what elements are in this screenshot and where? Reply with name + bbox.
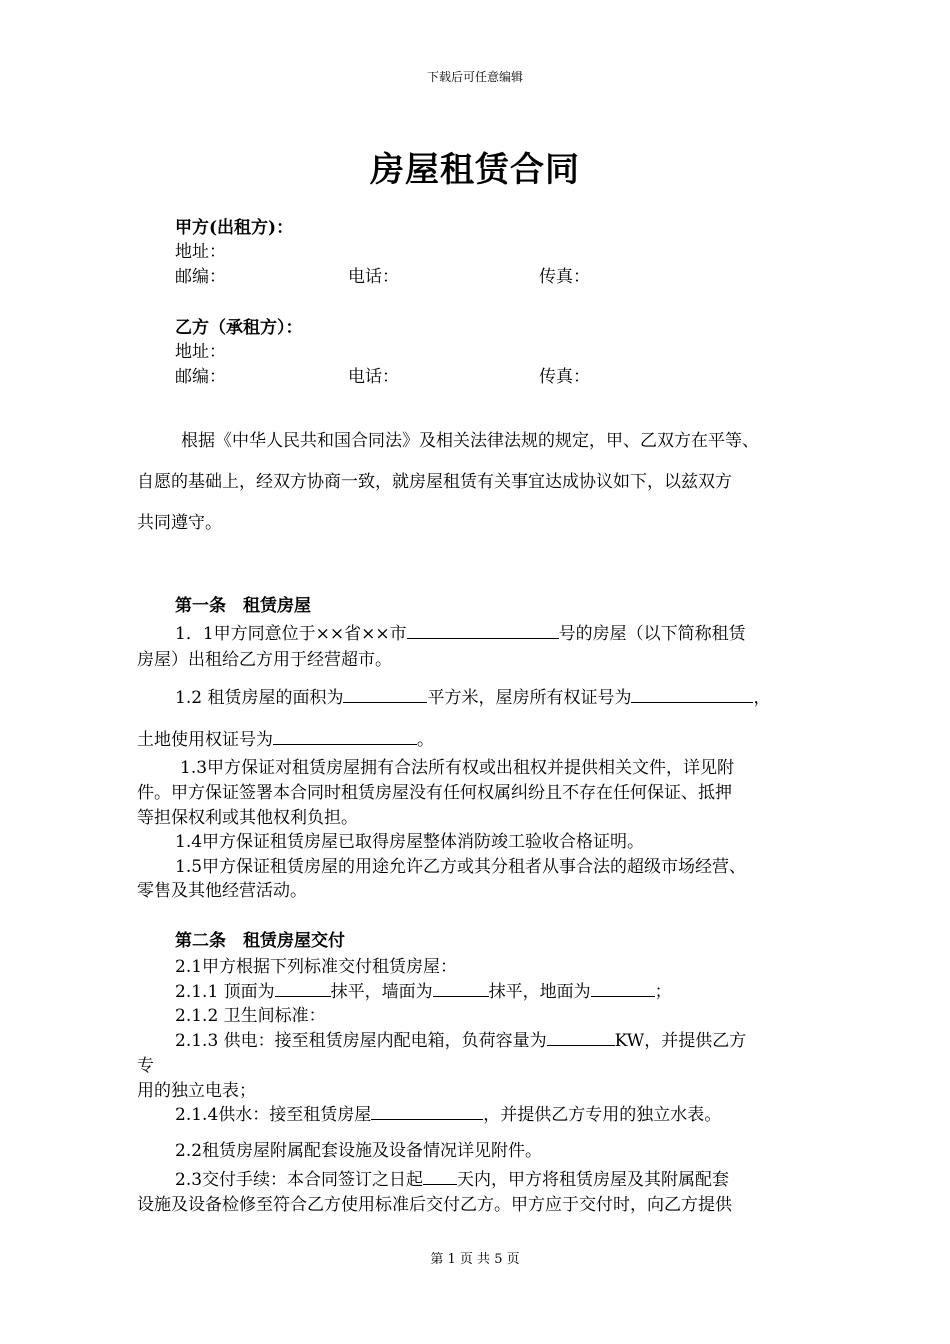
clause-2-3-line-1 [175, 1168, 729, 1192]
party-b-heading: 乙方（承租方）： [175, 318, 303, 338]
party-a-address: 地址： [175, 242, 226, 262]
party-a-postcode: 邮编： [175, 267, 226, 287]
blank-floor [591, 980, 655, 997]
clause-2-1-4-text-b: ，并提供乙方专用的独立水表。 [483, 1105, 722, 1125]
clause-2-3-line-2: 设施及设备检修至符合乙方使用标准后交付乙方。甲方应于交付时，向乙方提供 [137, 1195, 732, 1215]
clause-2-1-1-text-a: 2.1.1 顶面为 [175, 982, 275, 1002]
preamble-line-1: 根据《中华人民共和国合同法》及相关法律法规的规定，甲、乙双方在平等、 [181, 431, 759, 451]
clause-2-3-text-a: 2.3交付手续：本合同签订之日起 [175, 1170, 424, 1190]
clause-1-3-line-1: 1.3甲方保证对租赁房屋拥有合法所有权或出租权并提供相关文件，详见附 [180, 758, 735, 778]
clause-2-1-1 [175, 980, 672, 1004]
clause-2-1-3-line-2: 专 [137, 1056, 154, 1076]
blank-area [343, 686, 427, 703]
clause-2-1-2: 2.1.2 卫生间标准： [175, 1006, 326, 1026]
clause-1-1-text-a: 1．1甲方同意位于××省××市 [175, 624, 407, 644]
page-header-note: 下载后可任意编辑 [426, 70, 523, 84]
blank-ownership-cert [631, 686, 753, 703]
party-b-phone: 电话： [348, 367, 399, 387]
clause-1-2-text-e: 。 [417, 730, 434, 750]
clause-2-1-3-text-a: 2.1.3 供电：接至租赁房屋内配电箱，负荷容量为 [175, 1031, 547, 1051]
document-title: 房屋租赁合同 [370, 150, 580, 190]
blank-load-capacity [547, 1029, 615, 1046]
party-a-fax: 传真： [539, 267, 590, 287]
clause-2-1-3-line-1 [175, 1029, 746, 1053]
clause-1-2-text-d: 土地使用权证号为 [137, 730, 273, 750]
clause-1-1-text-b: 号的房屋（以下简称租赁 [558, 624, 746, 644]
clause-1-4: 1.4甲方保证租赁房屋已取得房屋整体消防竣工验收合格证明。 [175, 832, 645, 852]
clause-2-3-text-b: 天内，甲方将租赁房屋及其附属配套 [457, 1170, 730, 1190]
blank-days [423, 1168, 457, 1185]
party-a-phone: 电话： [348, 267, 399, 287]
clause-2-1-3-text-b: KW，并提供乙方 [614, 1031, 747, 1051]
blank-wall [433, 980, 489, 997]
clause-1-5-line-2: 零售及其他经营活动。 [137, 881, 307, 901]
clause-2-1-4 [175, 1103, 721, 1127]
clause-2-1-1-text-c: 抹平，地面为 [488, 982, 591, 1002]
preamble-line-3: 共同遵守。 [137, 513, 222, 533]
clause-1-2-text-c: ， [753, 688, 771, 708]
clause-1-2-text-b: 平方米，屋房所有权证号为 [427, 688, 632, 708]
page-number: 第 1 页 共 5 页 [430, 1252, 520, 1267]
clause-2-1: 2.1甲方根据下列标准交付租赁房屋： [175, 957, 458, 977]
clause-1-1-line-2: 房屋）出租给乙方用于经营超市。 [137, 650, 392, 670]
article-2-heading: 第二条 租赁房屋交付 [175, 931, 345, 951]
party-b-address: 地址： [175, 342, 226, 362]
clause-1-3-line-2: 件。甲方保证签署本合同时租赁房屋没有任何权属纠纷且不存在任何保证、抵押 [137, 783, 732, 803]
blank-location [407, 622, 559, 639]
blank-land-cert [273, 728, 417, 745]
party-b-postcode: 邮编： [175, 367, 226, 387]
clause-2-2: 2.2租赁房屋附属配套设施及设备情况详见附件。 [175, 1141, 543, 1161]
article-1-heading: 第一条 租赁房屋 [175, 596, 311, 616]
blank-ceiling [275, 980, 331, 997]
clause-2-1-3-line-3: 用的独立电表； [137, 1081, 256, 1101]
clause-1-3-line-3: 等担保权利或其他权利负担。 [137, 808, 358, 828]
clause-2-1-1-text-b: 抹平，墙面为 [330, 982, 433, 1002]
clause-1-2-text-a: 1.2 租赁房屋的面积为 [175, 688, 344, 708]
party-b-fax: 传真： [539, 367, 590, 387]
blank-water-supply [371, 1103, 483, 1120]
clause-2-1-1-text-d: ； [654, 982, 672, 1002]
clause-1-2-line-1 [175, 686, 770, 710]
clause-1-2-line-2 [137, 728, 434, 752]
clause-1-1-line-1 [175, 622, 746, 646]
clause-2-1-4-text-a: 2.1.4供水：接至租赁房屋 [175, 1105, 372, 1125]
preamble-line-2: 自愿的基础上，经双方协商一致，就房屋租赁有关事宜达成协议如下，以兹双方 [137, 472, 732, 492]
clause-1-5-line-1: 1.5甲方保证租赁房屋的用途允许乙方或其分租者从事合法的超级市场经营、 [175, 857, 747, 877]
party-a-heading: 甲方(出租方)： [175, 218, 294, 238]
